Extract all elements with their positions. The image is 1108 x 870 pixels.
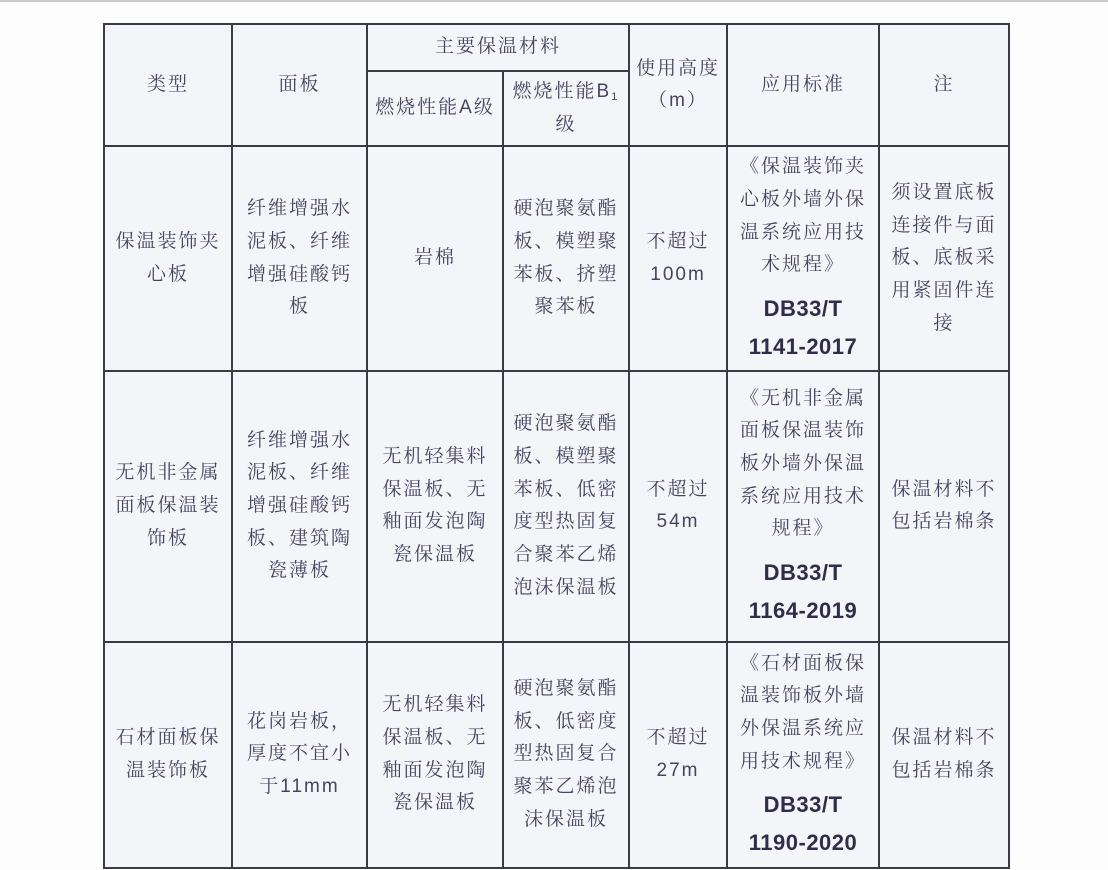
header-cell-note: 注 (879, 24, 1009, 146)
standard-code: DB33/T 1164-2019 (748, 560, 858, 623)
class-a-cell: 无机轻集料保温板、无釉面发泡陶瓷保温板 (367, 371, 503, 642)
header-cell-standard: 应用标准 (727, 24, 879, 146)
panel-cell: 纤维增强水泥板、纤维增强硅酸钙板、建筑陶瓷薄板 (232, 371, 367, 642)
standard-code: DB33/T 1190-2020 (748, 792, 858, 856)
table-row (104, 371, 1009, 642)
screenshot-top-edge (0, 0, 1108, 2)
header-cell-type: 类型 (104, 24, 232, 146)
class-b1-label-prefix: 燃烧性能B (512, 81, 612, 102)
height-cell: 不超过54m (629, 371, 727, 642)
standard-cell (727, 642, 879, 868)
table-row (104, 642, 1009, 868)
class-b1-label-subscript: 1 (611, 90, 620, 103)
class-a-cell: 无机轻集料保温板、无釉面发泡陶瓷保温板 (367, 642, 503, 868)
note-cell: 保温材料不包括岩棉条 (879, 371, 1009, 642)
type-cell: 石材面板保温装饰板 (104, 642, 232, 868)
type-cell: 保温装饰夹心板 (104, 146, 232, 370)
standard-title: 《无机非金属面板保温装饰板外墙外保温系统应用技术规程》 (740, 387, 867, 540)
insulation-spec-table (103, 23, 1010, 869)
class-b1-label-suffix: 级 (555, 113, 577, 135)
type-cell: 无机非金属面板保温装饰板 (104, 371, 232, 642)
header-cell-class-b1 (503, 71, 629, 146)
panel-cell: 花岗岩板，厚度不宜小于11mm (232, 642, 367, 868)
standard-title: 《石材面板保温装饰板外墙外保温系统应用技术规程》 (740, 652, 867, 772)
header-cell-insulation-group: 主要保温材料 (367, 24, 629, 71)
height-cell: 不超过100m (629, 146, 727, 370)
header-cell-class-a: 燃烧性能A级 (367, 71, 503, 146)
standard-cell (727, 146, 879, 370)
header-cell-panel: 面板 (232, 24, 367, 146)
class-a-cell: 岩棉 (367, 146, 503, 370)
standard-title: 《保温装饰夹心板外墙外保温系统应用技术规程》 (740, 156, 867, 276)
class-b1-cell: 硬泡聚氨酯板、模塑聚苯板、低密度型热固复合聚苯乙烯泡沫保温板 (503, 371, 629, 642)
standard-cell (727, 371, 879, 642)
table-row (104, 146, 1009, 370)
class-b1-cell: 硬泡聚氨酯板、低密度型热固复合聚苯乙烯泡沫保温板 (503, 642, 629, 868)
panel-cell: 纤维增强水泥板、纤维增强硅酸钙板 (232, 146, 367, 370)
class-b1-cell: 硬泡聚氨酯板、模塑聚苯板、挤塑聚苯板 (503, 146, 629, 370)
header-cell-height: 使用高度（m） (629, 24, 727, 146)
note-cell: 须设置底板连接件与面板、底板采用紧固件连接 (879, 146, 1009, 370)
note-cell: 保温材料不包括岩棉条 (879, 642, 1009, 868)
standard-code: DB33/T 1141-2017 (748, 296, 858, 359)
height-cell: 不超过27m (629, 642, 727, 868)
